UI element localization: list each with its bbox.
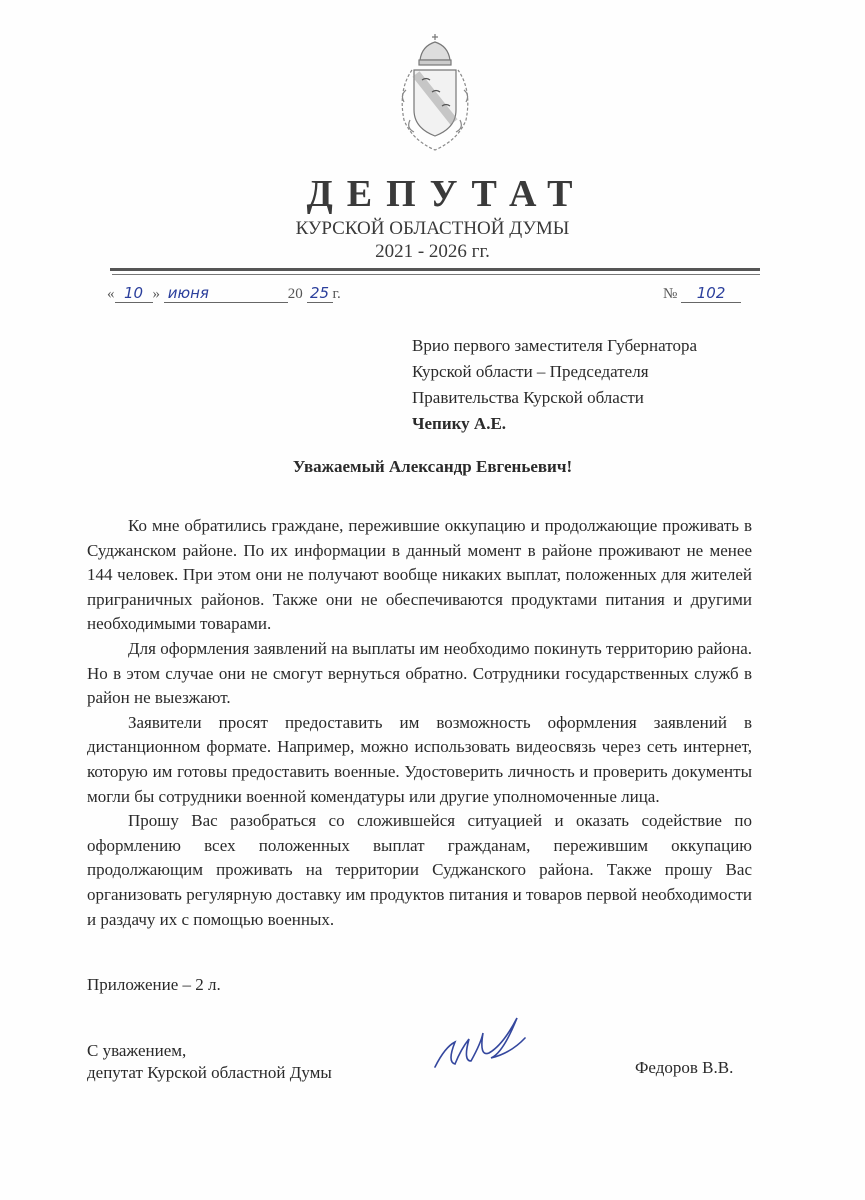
paragraph: Ко мне обратились граждане, пережившие оккупацию и продолжающие проживать в Суджанском районе. По их информации в данный момент в районе проживают не менее 144 человек. При этом они не получают вообще никаких выплат, положенных для жителей приграничных районов. Также они не обеспечиваются продуктами питания и другими необходимыми товарами.: [87, 516, 752, 634]
addressee-block: Врио первого заместителя Губернатора Курской области – Председателя Правительства Курской области Чепику А.Е.: [412, 333, 697, 437]
closing-block: С уважением, депутат Курской областной Думы: [87, 1041, 332, 1082]
paragraph: Прошу Вас разобраться со сложившейся ситуацией и оказать содействие по оформлению всех положенных выплат гражданам, пережившим оккупацию продолжающим проживать на территории Суджанского района. Также прошу Вас организовать регулярную доставку им продуктов питания и товаров первой необходимости и раздачу их с помощью военных.: [87, 811, 752, 929]
signature-icon: [430, 1012, 540, 1082]
document-number-value: 102: [681, 284, 741, 303]
addressee-name: Чепику А.Е.: [412, 414, 507, 433]
header-divider-thick: [110, 268, 760, 271]
document-number: № 102: [663, 284, 741, 303]
attachment-note: Приложение – 2 л.: [87, 975, 221, 994]
paragraph: Заявители просят предоставить им возможность оформления заявлений в дистанционном формате. Например, можно использовать видеосвязь через сеть интернет, которую им готовы предоставить военные. Удостоверить личность и проверить документы могли бы сотрудники военной комендатуры или другие уполномоченные лица.: [87, 712, 752, 806]
signer-name: Федоров В.В.: [635, 1058, 734, 1077]
date-month: июня: [164, 284, 288, 303]
letter-body: [87, 514, 752, 932]
date-day: 10: [115, 284, 153, 303]
date-year: 25: [307, 284, 333, 303]
paragraph: Для оформления заявлений на выплаты им необходимо покинуть территорию района. Но в этом случае они не смогут вернуться обратно. Сотрудники государственных служб в район не выезжают.: [87, 638, 752, 708]
letterhead-subtitle: КУРСКОЙ ОБЛАСТНОЙ ДУМЫ: [295, 218, 570, 239]
salutation: Уважаемый Александр Евгеньевич!: [292, 457, 573, 476]
letterhead-term: 2021 - 2026 гг.: [375, 241, 490, 262]
header-divider-thin: [112, 274, 760, 275]
coat-of-arms-icon: [392, 30, 478, 170]
letterhead-title: ДЕПУТАТ: [306, 173, 587, 215]
date-field: « 10 » июня 20 25 г.: [107, 284, 341, 302]
